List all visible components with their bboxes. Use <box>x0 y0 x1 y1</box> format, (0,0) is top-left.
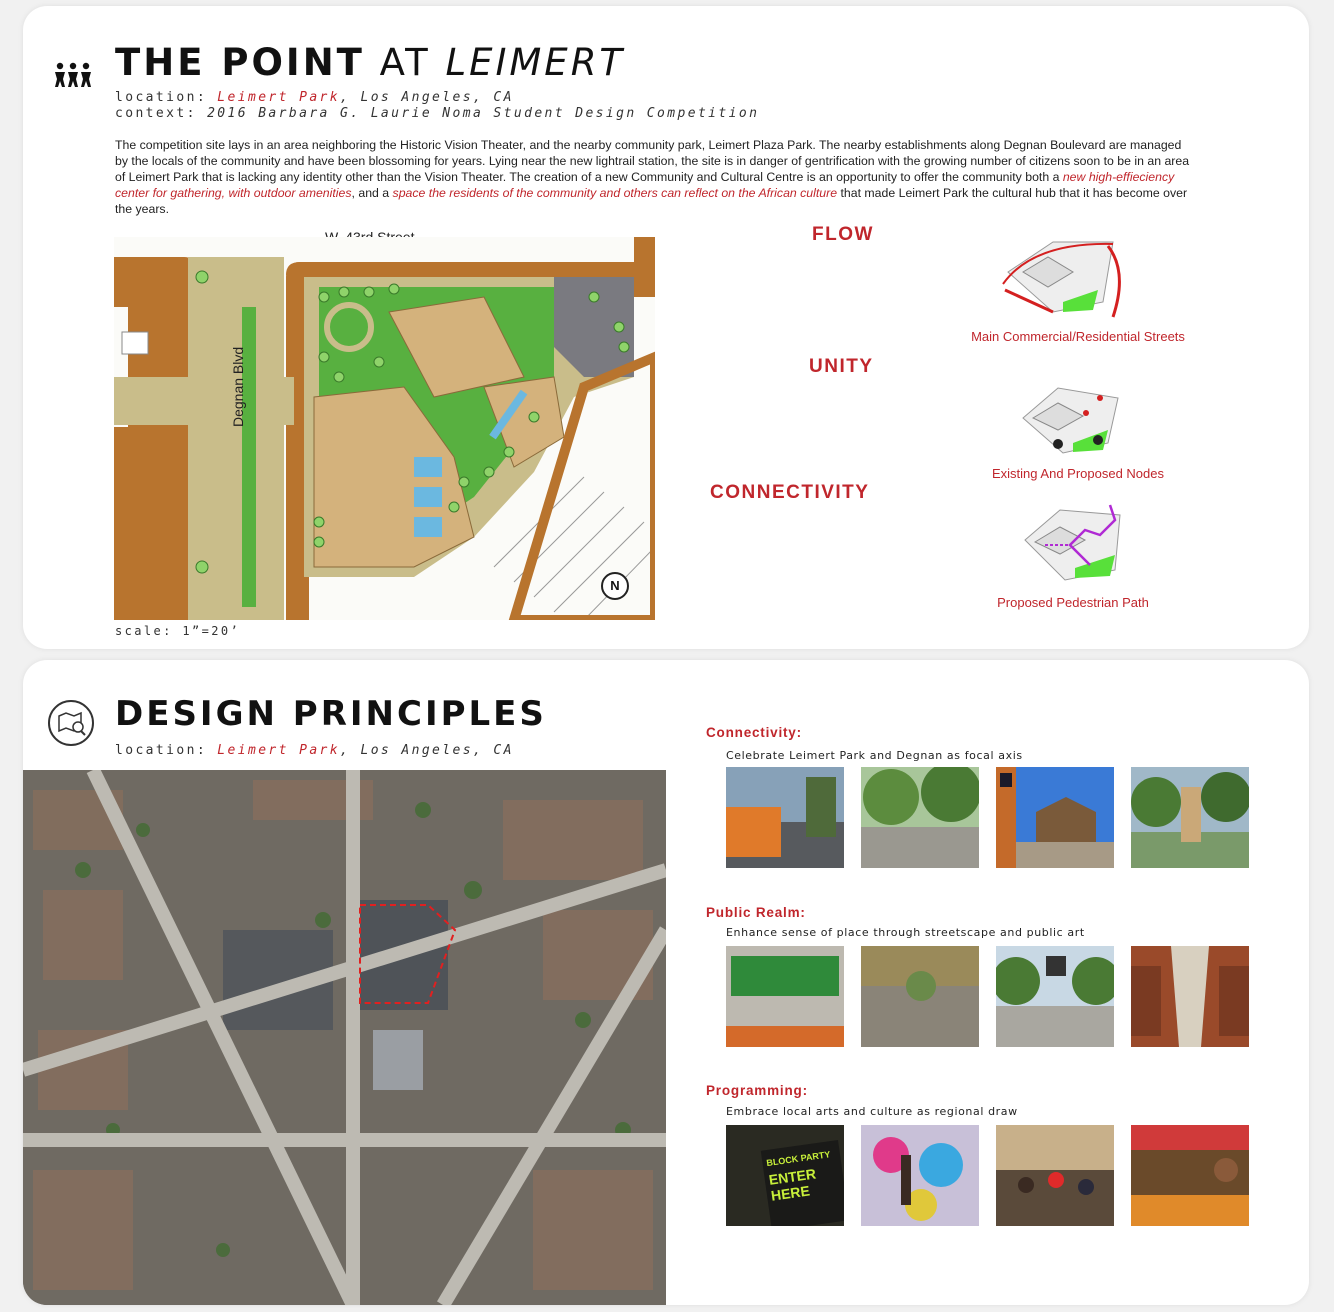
section-title <box>115 694 547 734</box>
description-highlight: new high-effieciency center for gathering, with outdoor amenities <box>115 170 1175 200</box>
context-line <box>115 106 759 121</box>
page-title <box>115 41 625 84</box>
keyword-connectivity: CONNECTIVITY <box>710 482 870 503</box>
photo-sidewalk-trees <box>861 767 979 868</box>
project-card <box>23 6 1309 649</box>
photo-plaza-green <box>726 946 844 1047</box>
context-label: context: <box>115 106 197 121</box>
photo-bike-lane <box>1131 767 1249 868</box>
block-party-sign <box>761 1140 844 1226</box>
map-search-icon-glyph <box>50 702 92 744</box>
flow-diagram <box>993 232 1133 320</box>
section-heading: Public Realm: <box>706 905 806 920</box>
description-text: , and a <box>351 186 393 200</box>
pedestrian-path-diagram <box>1015 500 1145 585</box>
photo-metro-station <box>996 767 1114 868</box>
street-label-side: Degnan Blvd <box>230 346 246 427</box>
site-plan-drawing <box>114 237 655 620</box>
section-title-text: DESIGN PRINCIPLES <box>115 694 547 734</box>
photo-art-alley <box>1131 946 1249 1047</box>
title-bold: THE POINT <box>115 41 365 84</box>
people-group-icon <box>53 62 93 88</box>
sign-line: BLOCK PARTY <box>765 1149 831 1169</box>
photo-crowd-plaza <box>861 946 979 1047</box>
aerial-photo-image <box>23 770 666 1305</box>
diagram-caption: Proposed Pedestrian Path <box>997 595 1149 610</box>
location-rest: , Los Angeles, CA <box>340 90 514 105</box>
sign-line: HERE <box>769 1182 811 1204</box>
project-description <box>115 137 1195 217</box>
site-plan <box>114 237 655 620</box>
design-principles-card <box>23 660 1309 1305</box>
section-heading: Connectivity: <box>706 725 802 740</box>
location-label: location: <box>115 90 208 105</box>
photo-produce-market <box>1131 1125 1249 1226</box>
keyword-flow: FLOW <box>812 224 874 245</box>
north-arrow-icon: N <box>601 572 629 600</box>
context-value: 2016 Barbara G. Laurie Noma Student Design Competition <box>207 106 760 121</box>
photo-bus-street <box>726 767 844 868</box>
section-description: Embrace local arts and culture as regional draw <box>726 1105 1018 1118</box>
section-description: Enhance sense of place through streetscape and public art <box>726 926 1085 939</box>
title-connector: AT <box>379 41 431 84</box>
aerial-photo <box>23 770 666 1305</box>
description-text: that made Leimert Park the cultural hub that it has become over the years. <box>115 186 1188 216</box>
nodes-diagram <box>1008 378 1138 458</box>
location-rest: , Los Angeles, CA <box>340 743 514 758</box>
title-italic: LEIMERT <box>445 41 625 84</box>
keyword-unity: UNITY <box>809 356 874 377</box>
photo-pedestrian-street <box>996 946 1114 1047</box>
location-line <box>115 90 514 105</box>
photo-graffiti-wall <box>861 1125 979 1226</box>
diagram-caption: Main Commercial/Residential Streets <box>971 329 1185 344</box>
location-line <box>115 743 514 758</box>
diagram-caption: Existing And Proposed Nodes <box>992 466 1164 481</box>
section-heading: Programming: <box>706 1083 808 1098</box>
sign-line: ENTER <box>767 1165 817 1188</box>
description-text: The competition site lays in an area neighboring the Historic Vision Theater, and the nearby community park, Leimert Plaza Park. The nearby establishments along Degnan Boulevard are managed by the locals of the community and have been blossoming for years. Lying near the new lightrail station, the site is in danger of gentrification with the growing number of citizens soon to be in an area of Leimert Park that is lacking any identity other than the Vision Theater. The creation of a new Community and Cultural Centre is an opportunity to offer the community both a <box>115 138 1190 184</box>
photo-street-market-crowd <box>996 1125 1114 1226</box>
location-highlight: Leimert Park <box>217 90 341 105</box>
plan-scale: scale: 1”=20’ <box>115 624 241 638</box>
location-label: location: <box>115 743 208 758</box>
location-highlight: Leimert Park <box>217 743 341 758</box>
map-search-icon <box>48 700 94 746</box>
description-highlight: space the residents of the community and others can reflect on the African culture <box>392 186 838 200</box>
section-description: Celebrate Leimert Park and Degnan as focal axis <box>726 749 1023 762</box>
photo-block-party-sign <box>726 1125 844 1226</box>
